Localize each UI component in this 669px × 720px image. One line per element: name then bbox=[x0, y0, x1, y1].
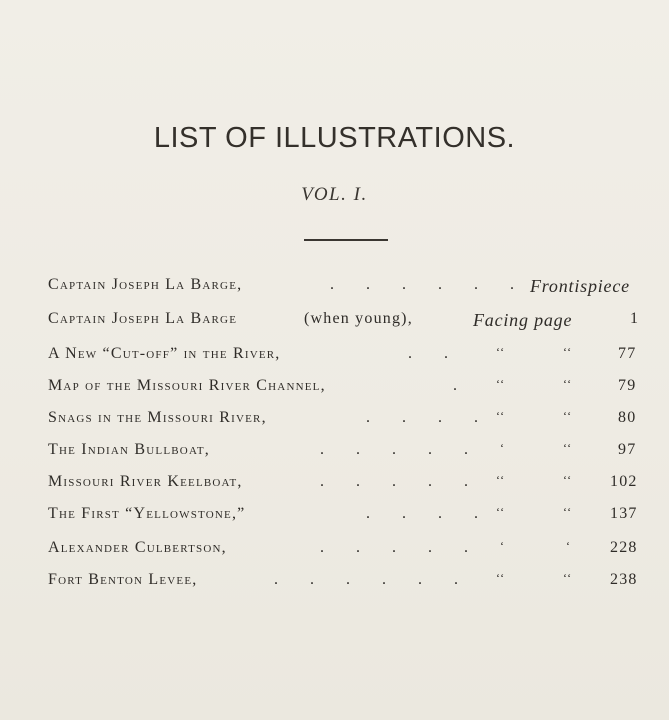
ditto-mark: ‘‘ bbox=[563, 473, 573, 487]
ditto-mark: ‘‘ bbox=[496, 473, 506, 487]
ditto-mark: ‘‘ bbox=[496, 409, 506, 423]
page-number: 79 bbox=[618, 377, 637, 394]
ditto-mark: ‘‘ bbox=[563, 377, 573, 391]
dot-leaders: . . . . . bbox=[320, 473, 482, 490]
illustration-title: Captain Joseph La Barge bbox=[48, 310, 238, 327]
page-number: 228 bbox=[610, 539, 638, 556]
list-item bbox=[48, 345, 648, 373]
dot-leaders: . . . . bbox=[366, 505, 492, 522]
volume-subtitle: VOL. I. bbox=[301, 184, 368, 205]
illustration-title: Captain Joseph La Barge, bbox=[48, 276, 243, 293]
illustration-title: Missouri River Keelboat, bbox=[48, 473, 243, 490]
illustration-title: Map of the Missouri River Channel, bbox=[48, 377, 326, 394]
list-item bbox=[48, 441, 648, 469]
ditto-mark: ‘‘ bbox=[496, 345, 506, 359]
illustration-note: (when young), bbox=[304, 310, 413, 327]
ditto-mark: ‘ bbox=[500, 441, 505, 455]
list-item bbox=[48, 505, 648, 533]
illustration-title: Snags in the Missouri River, bbox=[48, 409, 267, 426]
dot-leaders: . . . . bbox=[366, 409, 492, 426]
list-item bbox=[48, 409, 648, 437]
ditto-mark: ‘‘ bbox=[496, 571, 506, 585]
divider-rule bbox=[304, 239, 388, 241]
placement-label: Facing page bbox=[473, 310, 573, 330]
ditto-mark: ‘‘ bbox=[563, 571, 573, 585]
illustration-title: Alexander Culbertson, bbox=[48, 539, 227, 556]
list-item bbox=[48, 310, 648, 338]
illustration-title: The Indian Bullboat, bbox=[48, 441, 210, 458]
dot-leaders: . . . . . . bbox=[330, 276, 528, 293]
page-number: 97 bbox=[618, 441, 637, 458]
illustration-title: Fort Benton Levee, bbox=[48, 571, 198, 588]
list-item bbox=[48, 377, 648, 405]
ditto-mark: ‘‘ bbox=[563, 409, 573, 423]
ditto-mark: ‘‘ bbox=[496, 505, 506, 519]
page-title: LIST OF ILLUSTRATIONS. bbox=[153, 122, 516, 154]
placement-label: Frontispiece bbox=[530, 276, 630, 296]
ditto-mark: ‘‘ bbox=[563, 345, 573, 359]
ditto-mark: ‘ bbox=[500, 539, 505, 553]
dot-leaders: . . . . . bbox=[320, 539, 482, 556]
page-number: 1 bbox=[630, 310, 640, 327]
list-item bbox=[48, 276, 648, 304]
list-item bbox=[48, 473, 648, 501]
illustration-title: The First “Yellowstone,” bbox=[48, 505, 246, 522]
list-item bbox=[48, 571, 648, 599]
dot-leaders: . bbox=[453, 377, 471, 394]
list-item bbox=[48, 539, 648, 567]
page-number: 238 bbox=[610, 571, 638, 588]
ditto-mark: ‘ bbox=[566, 539, 571, 553]
dot-leaders: . . bbox=[408, 345, 462, 362]
page-number: 80 bbox=[618, 409, 637, 426]
dot-leaders: . . . . . bbox=[320, 441, 482, 458]
ditto-mark: ‘‘ bbox=[563, 441, 573, 455]
dot-leaders: . . . . . . bbox=[274, 571, 472, 588]
page-number: 137 bbox=[610, 505, 638, 522]
page-number: 102 bbox=[610, 473, 638, 490]
ditto-mark: ‘‘ bbox=[563, 505, 573, 519]
ditto-mark: ‘‘ bbox=[496, 377, 506, 391]
illustration-title: A New “Cut-off” in the River, bbox=[48, 345, 281, 362]
page-number: 77 bbox=[618, 345, 637, 362]
